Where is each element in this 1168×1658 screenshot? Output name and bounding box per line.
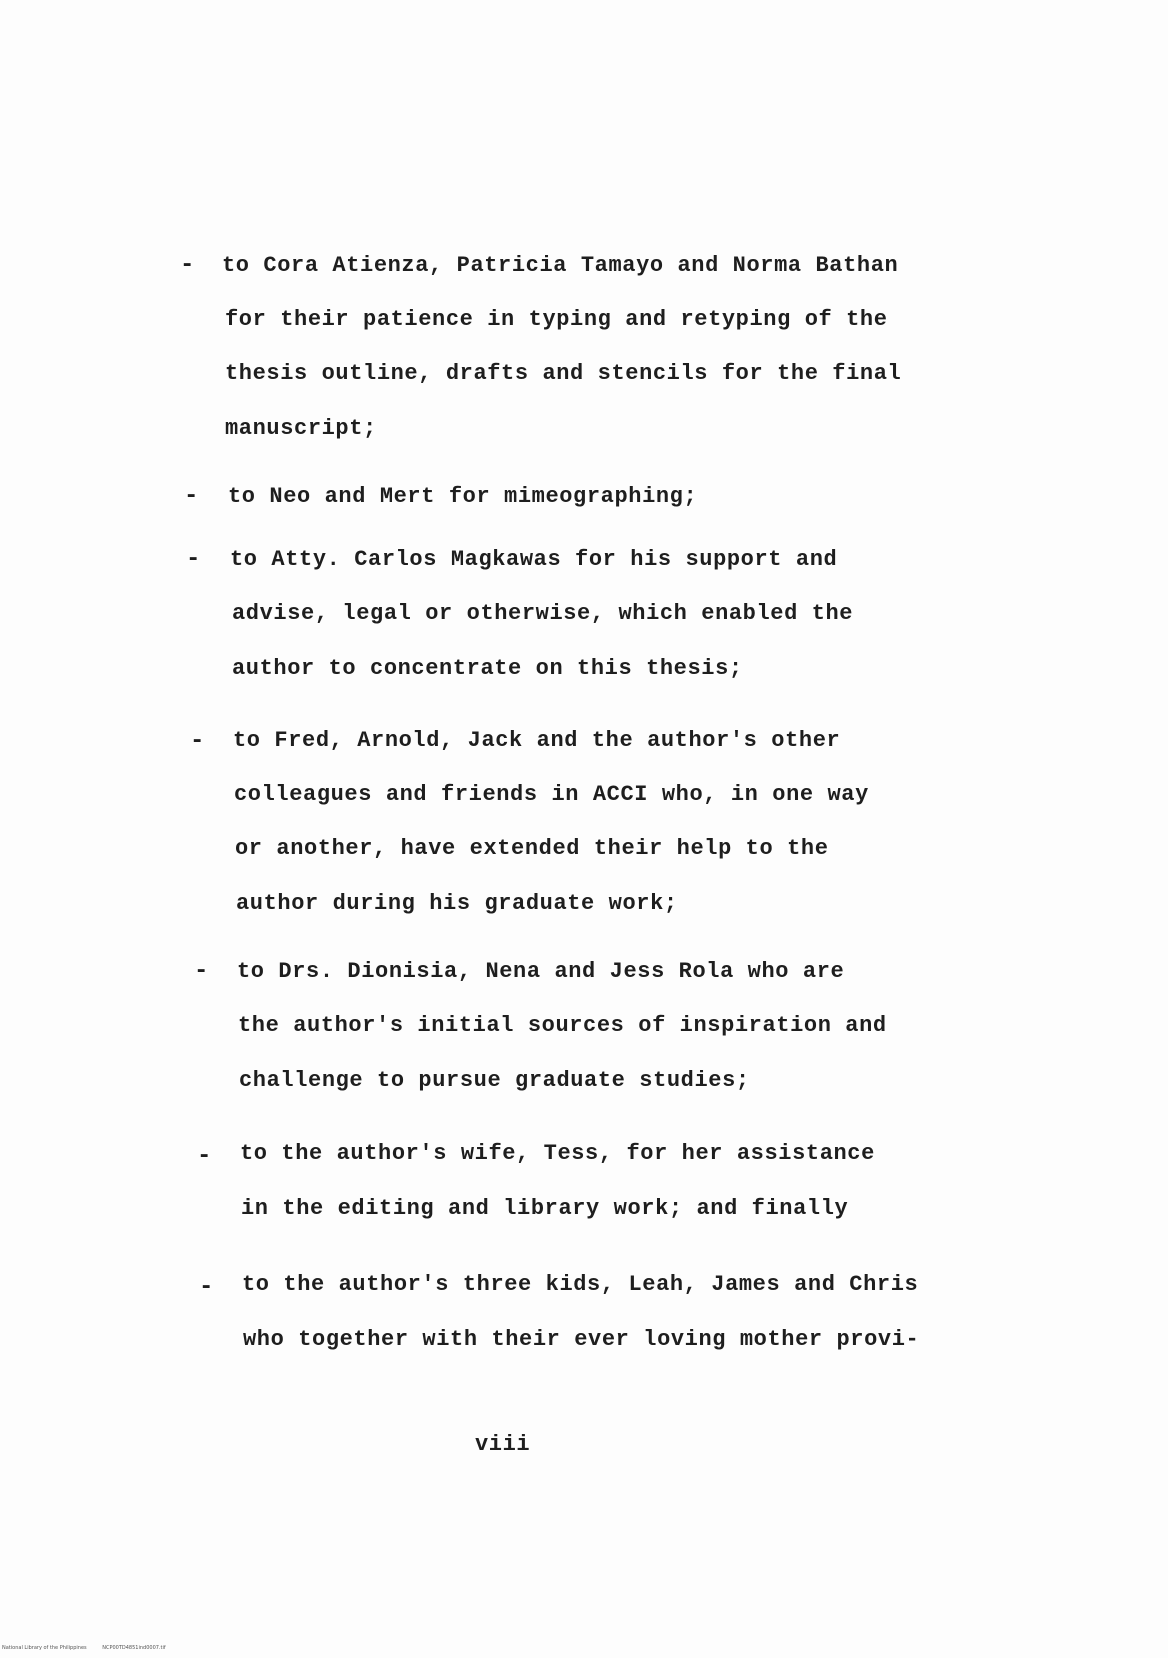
- bullet-dash: -: [180, 252, 195, 279]
- entry-line: to the author's three kids, Leah, James and Chris: [242, 1272, 919, 1297]
- entry-line: colleagues and friends in ACCI who, in one way: [234, 782, 869, 807]
- entry-line: manuscript;: [225, 416, 377, 441]
- footer-library: National Library of the Philippines: [2, 1645, 87, 1651]
- scan-footer: [2, 1645, 180, 1651]
- entry-line: who together with their ever loving mother provi-: [243, 1327, 920, 1352]
- entry-line: advise, legal or otherwise, which enabled the: [232, 601, 854, 626]
- entry-line: challenge to pursue graduate studies;: [239, 1068, 750, 1093]
- bullet-dash: -: [190, 728, 205, 755]
- entry-line: or another, have extended their help to the: [235, 836, 829, 861]
- bullet-dash: -: [199, 1274, 214, 1301]
- entry-line: for their patience in typing and retyping of the: [225, 307, 888, 332]
- entry-line: in the editing and library work; and finally: [241, 1196, 849, 1221]
- entry-line: to Drs. Dionisia, Nena and Jess Rola who are: [237, 959, 845, 984]
- entry-line: to Neo and Mert for mimeographing;: [228, 484, 698, 509]
- entry-line: to Fred, Arnold, Jack and the author's other: [233, 728, 841, 753]
- bullet-dash: -: [197, 1143, 212, 1170]
- entry-line: author to concentrate on this thesis;: [232, 656, 743, 681]
- entry-line: to Cora Atienza, Patricia Tamayo and Norma Bathan: [222, 253, 899, 278]
- entry-line: thesis outline, drafts and stencils for the final: [225, 361, 902, 386]
- entry-line: the author's initial sources of inspiration and: [238, 1013, 887, 1038]
- page-number: viii: [475, 1432, 531, 1457]
- entry-line: to the author's wife, Tess, for her assistance: [240, 1141, 875, 1166]
- footer-file: NCP00TD4851ind0007.tif: [102, 1645, 166, 1651]
- bullet-dash: -: [186, 546, 201, 573]
- bullet-dash: -: [184, 483, 199, 510]
- entry-line: author during his graduate work;: [236, 891, 678, 916]
- entry-line: to Atty. Carlos Magkawas for his support and: [230, 547, 838, 572]
- bullet-dash: -: [194, 958, 209, 985]
